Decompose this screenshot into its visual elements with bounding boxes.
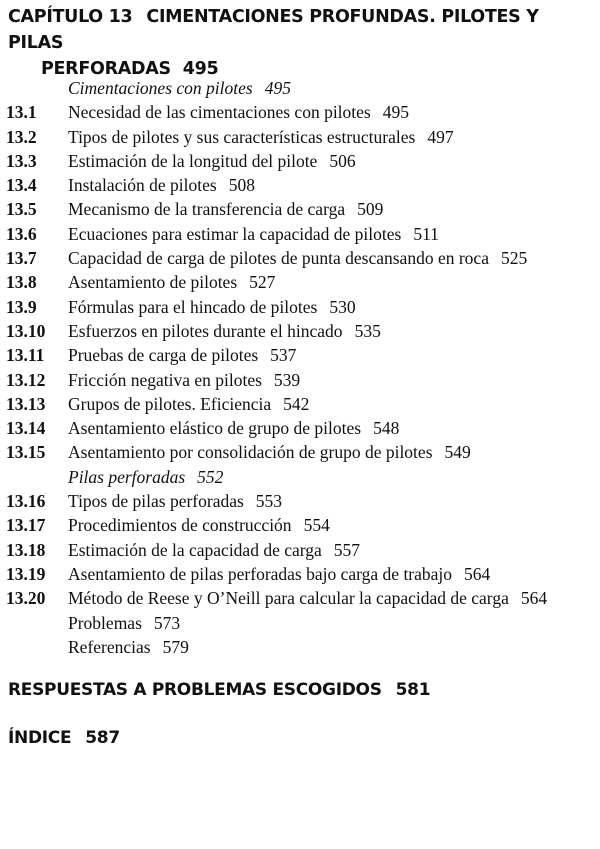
toc-entry (0, 392, 600, 416)
chapter-title-line2: PERFORADAS (41, 59, 171, 79)
toc-entry-page: 508 (228, 175, 255, 196)
toc-entry-title: Estimación de la longitud del pilote (68, 150, 318, 171)
toc-entry-number: 13.3 (6, 150, 37, 171)
toc-entry-title: Fórmulas para el hincado de pilotes (68, 296, 318, 317)
toc-entry-number: 13.18 (6, 539, 46, 560)
toc-entry-page: 506 (329, 150, 356, 171)
toc-list (0, 76, 600, 659)
toc-entry-number: 13.16 (6, 491, 46, 512)
toc-entry-page: 535 (354, 320, 381, 341)
toc-entry-page: 564 (520, 588, 548, 609)
toc-entry-page: 495 (382, 102, 409, 123)
toc-section-heading (0, 465, 600, 489)
toc-entry-page: 542 (283, 393, 310, 414)
answers-title: RESPUESTAS A PROBLEMAS ESCOGIDOS (8, 680, 382, 700)
toc-entry-title: Pilas perforadas (68, 466, 186, 487)
toc-entry-page: 579 (162, 636, 189, 657)
toc-entry-title: Estimación de la capacidad de carga (68, 539, 322, 560)
toc-entry-number: 13.7 (6, 248, 37, 269)
toc-entry (0, 368, 600, 392)
chapter-heading (8, 4, 588, 82)
toc-entry-title: Tipos de pilas perforadas (68, 491, 244, 512)
toc-entry-page: 549 (444, 442, 471, 463)
toc-entry-title: Capacidad de carga de pilotes de punta descansando en roca (68, 248, 489, 269)
toc-entry (0, 197, 600, 221)
toc-entry-number: 13.5 (6, 199, 37, 220)
toc-entry-page: 548 (373, 418, 400, 439)
toc-entry (0, 125, 600, 149)
toc-entry-title: Grupos de pilotes. Eficiencia (68, 393, 272, 414)
toc-section-heading (0, 76, 600, 100)
toc-entry-number: 13.15 (6, 442, 46, 463)
toc-entry-title: Mecanismo de la transferencia de carga (68, 199, 346, 220)
toc-entry-page: 564 (464, 563, 491, 584)
toc-entry-page: 497 (427, 126, 454, 147)
toc-entry-title: Asentamiento de pilas perforadas bajo carga de trabajo (68, 563, 453, 584)
toc-entry-title: Método de Reese y O’Neill para calcular la capacidad de carga (68, 588, 509, 609)
toc-entry-number: 13.19 (6, 563, 46, 584)
toc-entry (0, 562, 600, 586)
index-page: 587 (85, 728, 120, 748)
toc-entry-title: Fricción negativa en pilotes (68, 369, 262, 390)
toc-entry-page: 539 (273, 369, 301, 390)
toc-entry (0, 440, 600, 464)
toc-entry-title: Ecuaciones para estimar la capacidad de pilotes (68, 223, 402, 244)
toc-entry-number: 13.2 (6, 126, 37, 147)
toc-entry-page: 552 (197, 466, 224, 487)
toc-entry (0, 173, 600, 197)
toc-entry-page: 573 (153, 612, 181, 633)
chapter-page: 495 (182, 59, 219, 79)
toc-entry-page: 511 (413, 223, 439, 244)
toc-entry-number: 13.14 (6, 418, 46, 439)
toc-entry-title: Cimentaciones con pilotes (68, 78, 253, 98)
toc-entry-title: Asentamiento de pilotes (68, 272, 238, 293)
toc-entry-number: 13.10 (6, 320, 46, 341)
toc-entry-title: Asentamiento por consolidación de grupo de pilotes (68, 442, 433, 463)
toc-entry (0, 222, 600, 246)
toc-entry-number: 13.9 (6, 296, 37, 317)
toc-entry (0, 538, 600, 562)
toc-entry-page: 530 (329, 296, 356, 317)
toc-entry (0, 635, 600, 659)
toc-entry-number: 13.4 (6, 175, 37, 196)
toc-entry-title: Problemas (68, 612, 142, 633)
toc-entry-page: 509 (357, 199, 384, 220)
toc-entry (0, 513, 600, 537)
index-title: ÍNDICE (8, 728, 72, 748)
toc-entry (0, 319, 600, 343)
toc-entry-title: Esfuerzos en pilotes durante el hincado (68, 320, 343, 341)
toc-entry-title: Procedimientos de construcción (68, 515, 292, 536)
toc-entry-number: 13.6 (6, 223, 37, 244)
toc-entry (0, 343, 600, 367)
toc-entry (0, 586, 600, 610)
answers-heading (8, 680, 430, 700)
toc-entry-number: 13.12 (6, 369, 46, 390)
toc-entry-title: Pruebas de carga de pilotes (68, 345, 259, 366)
toc-entry-page: 554 (303, 515, 330, 536)
chapter-label: CAPÍTULO 13 (8, 7, 133, 27)
toc-entry-number: 13.20 (6, 588, 46, 609)
toc-entry-page: 537 (270, 345, 297, 366)
toc-entry-number: 13.8 (6, 272, 37, 293)
toc-entry (0, 246, 600, 270)
chapter-title-line1: CIMENTACIONES PROFUNDAS. PILOTES Y PILAS (8, 7, 539, 53)
toc-entry-title: Asentamiento elástico de grupo de pilotes (68, 418, 362, 439)
toc-entry (0, 416, 600, 440)
toc-entry-page: 553 (255, 491, 283, 512)
toc-entry-page: 495 (264, 78, 291, 98)
toc-entry (0, 100, 600, 124)
toc-entry-page: 557 (333, 539, 361, 560)
toc-entry-number: 13.13 (6, 393, 46, 414)
toc-entry-title: Referencias (68, 636, 151, 657)
toc-entry-title: Tipos de pilotes y sus características estructurales (68, 126, 416, 147)
toc-entry-number: 13.17 (6, 515, 46, 536)
toc-entry-title: Instalación de pilotes (68, 175, 217, 196)
toc-entry (0, 489, 600, 513)
toc-entry-page: 527 (249, 272, 276, 293)
answers-page: 581 (395, 680, 431, 700)
toc-entry-number: 13.11 (6, 345, 45, 366)
toc-entry (0, 295, 600, 319)
toc-entry (0, 270, 600, 294)
toc-entry-title: Necesidad de las cimentaciones con pilotes (68, 102, 371, 123)
index-heading (8, 728, 120, 748)
toc-entry-page: 525 (500, 248, 528, 269)
toc-entry (0, 611, 600, 635)
toc-entry (0, 149, 600, 173)
toc-entry-number: 13.1 (6, 102, 37, 123)
